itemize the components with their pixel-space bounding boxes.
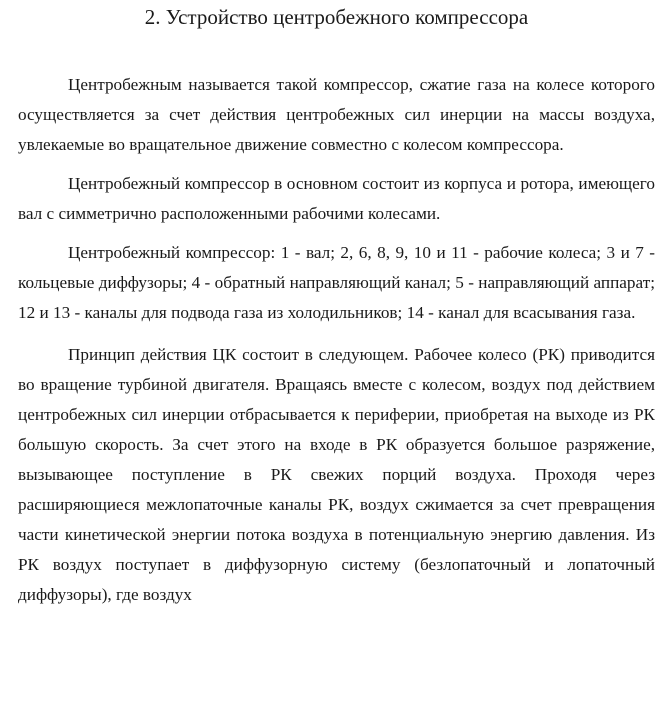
paragraph-composition: Центробежный компрессор в основном состоит из корпуса и ротора, имеющего вал с симметрично расположенными рабочими колесами. <box>18 174 655 223</box>
paragraph-components-list: Центробежный компрессор: 1 - вал; 2, 6, 8, 9, 10 и 11 - рабочие колеса; 3 и 7 - кольцевые диффузоры; 4 - обратный направляющий канал; 5 - направляющий аппарат; 12 и 13 - каналы для подвода газа из холодильников; 14 - канал для всасывания газа. <box>18 243 655 322</box>
document-page <box>18 0 655 610</box>
paragraph-operating-principle: Принцип действия ЦК состоит в следующем. Рабочее колесо (РК) приводится во вращение турбиной двигателя. Вращаясь вместе с колесом, воздух под действием центробежных сил инерции отбрасывается к периферии, приобретая на выходе из РК большую скорость. За счет этого на входе в РК образуется большое разряжение, вызывающее поступление в РК свежих порций воздуха. Проходя через расширяющиеся межлопаточные каналы РК, воздух сжимается за счет превращения части кинетической энергии потока воздуха в потенциальную энергию давления. Из РК воздух поступает в диффузорную систему (безлопаточный и лопаточный диффузоры), где воздух <box>18 345 655 604</box>
paragraph-definition: Центробежным называется такой компрессор, сжатие газа на колесе которого осуществляется за счет действия центробежных сил инерции на массы воздуха, увлекаемые во вращательное движение совместно с колесом компрессора. <box>18 75 655 154</box>
section-title: 2. Устройство центробежного компрессора <box>144 5 529 29</box>
